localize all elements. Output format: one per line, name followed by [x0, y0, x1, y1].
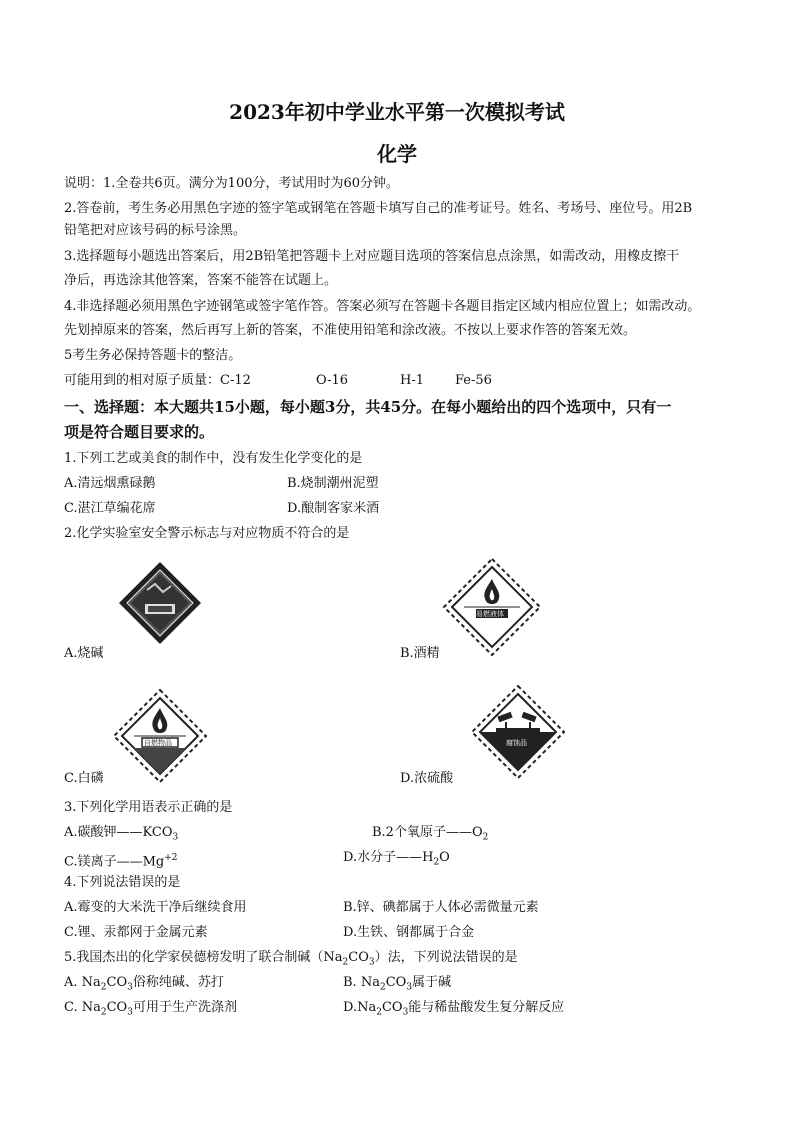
q1-option-d: D.酿制客家米酒	[287, 501, 380, 516]
q3-option-c: C.镁离子$——Mg^{+2}$	[64, 853, 178, 870]
instruction-line-4: 3.选择题每小题选出答案后，用2B铅笔把答题卡上对应题目选项的答案信息点涂黑，如需改动，用橡皮擦干	[64, 249, 680, 264]
q5-option-b: B. $Na_2CO_3$属于碱	[343, 975, 452, 993]
q4-option-a: A.霉变的大米洗干净后继续食用	[64, 900, 247, 915]
q2-option-a: A.烧碱	[64, 646, 104, 661]
section-heading-line-1: 一、选择题：本大题共15小题，每小题3分，共45分。在每小题给出的四个选项中，只有一	[64, 398, 672, 416]
q2-option-c: C.白磷	[64, 771, 104, 786]
q2-stem: 2.化学实验室安全警示标志与对应物质不符合的是	[64, 526, 350, 541]
q1-stem: 1.下列工艺或美食的制作中，没有发生化学变化的是	[64, 451, 363, 466]
atomic-mass-label: 可能用到的相对原子质量：C-12	[64, 373, 251, 388]
q5-option-c: C. $Na_2CO_3$可用于生产洗涤剂	[64, 1000, 237, 1018]
q3-option-d: D.水分子$——H_2O$	[343, 850, 450, 868]
atomic-mass-h: H-1	[400, 373, 425, 388]
hazard-sign-d-icon	[470, 684, 566, 780]
q4-stem: 4.下列说法错误的是	[64, 875, 181, 890]
instruction-line-7: 先划掉原来的答案，然后再写上新的答案，不准使用铅笔和涂改液。不按以上要求作答的答案无效。	[64, 323, 637, 338]
instruction-line-8: 5考生务必保持答题卡的整洁。	[64, 348, 242, 363]
q5-stem: 5.我国杰出的化学家侯德榜发明了联合制碱$(Na_2CO_3)$法，下列说法错误的是	[64, 950, 518, 968]
q2-option-b: B.酒精	[400, 646, 440, 661]
q4-option-d: D.生铁、钢都属于合金	[343, 925, 475, 940]
section-heading-line-2: 项是符合题目要求的。	[64, 423, 215, 441]
q5-option-d: $D.Na_2CO_3$能与稀盐酸发生复分解反应	[343, 1000, 565, 1018]
q3-option-b: B.2个氧原子$——O_2$	[372, 825, 489, 843]
instruction-line-5: 净后，再选涂其他答案，答案不能答在试题上。	[64, 273, 338, 288]
atomic-mass-fe: Fe-56	[455, 373, 492, 388]
sign-b-label: 易燃液体	[476, 610, 504, 618]
hazard-sign-c-icon	[112, 688, 208, 784]
hazard-sign-b-icon	[442, 557, 542, 657]
subject-title: 化学	[377, 142, 417, 166]
q1-option-a: A.清远烟熏碌鹅	[64, 476, 156, 491]
instruction-line-3: 铅笔把对应该号码的标号涂黑。	[64, 223, 247, 238]
q3-stem: 3.下列化学用语表示正确的是	[64, 800, 233, 815]
q4-option-c: C.锂、汞都网于金属元素	[64, 925, 208, 940]
exam-title: 2023年初中学业水平第一次模拟考试	[229, 100, 565, 124]
q3-option-a: A.碳酸钾$——KCO_3$	[64, 825, 179, 843]
instruction-line-1: 说明：1.全卷共6页。满分为100分，考试用时为60分钟。	[64, 176, 400, 191]
sign-c-label: 自燃物品	[144, 739, 172, 747]
q2-option-d: D.浓硫酸	[400, 771, 454, 786]
instruction-line-6: 4.非选择题必须用黑色字迹钢笔或签字笔作答。答案必须写在答题卡各题目指定区域内相应位置上；如需改动。	[64, 299, 701, 314]
q1-option-c: C.湛江草编花席	[64, 501, 156, 516]
sign-d-label: 腐蚀品	[506, 739, 527, 747]
atomic-mass-o: O-16	[316, 373, 349, 388]
hazard-sign-a-icon	[117, 560, 203, 646]
instruction-line-2: 2.答卷前，考生务必用黑色字迹的签字笔或钢笔在答题卡填写自己的准考证号。姓名、考场号、座位号。用2B	[64, 201, 693, 216]
q4-option-b: B.锌、碘都属于人体必需微量元素	[343, 900, 539, 915]
q1-option-b: B.烧制潮州泥塑	[287, 476, 379, 491]
q5-option-a: A. $Na_2CO_3$俗称纯碱、苏打	[64, 975, 224, 993]
